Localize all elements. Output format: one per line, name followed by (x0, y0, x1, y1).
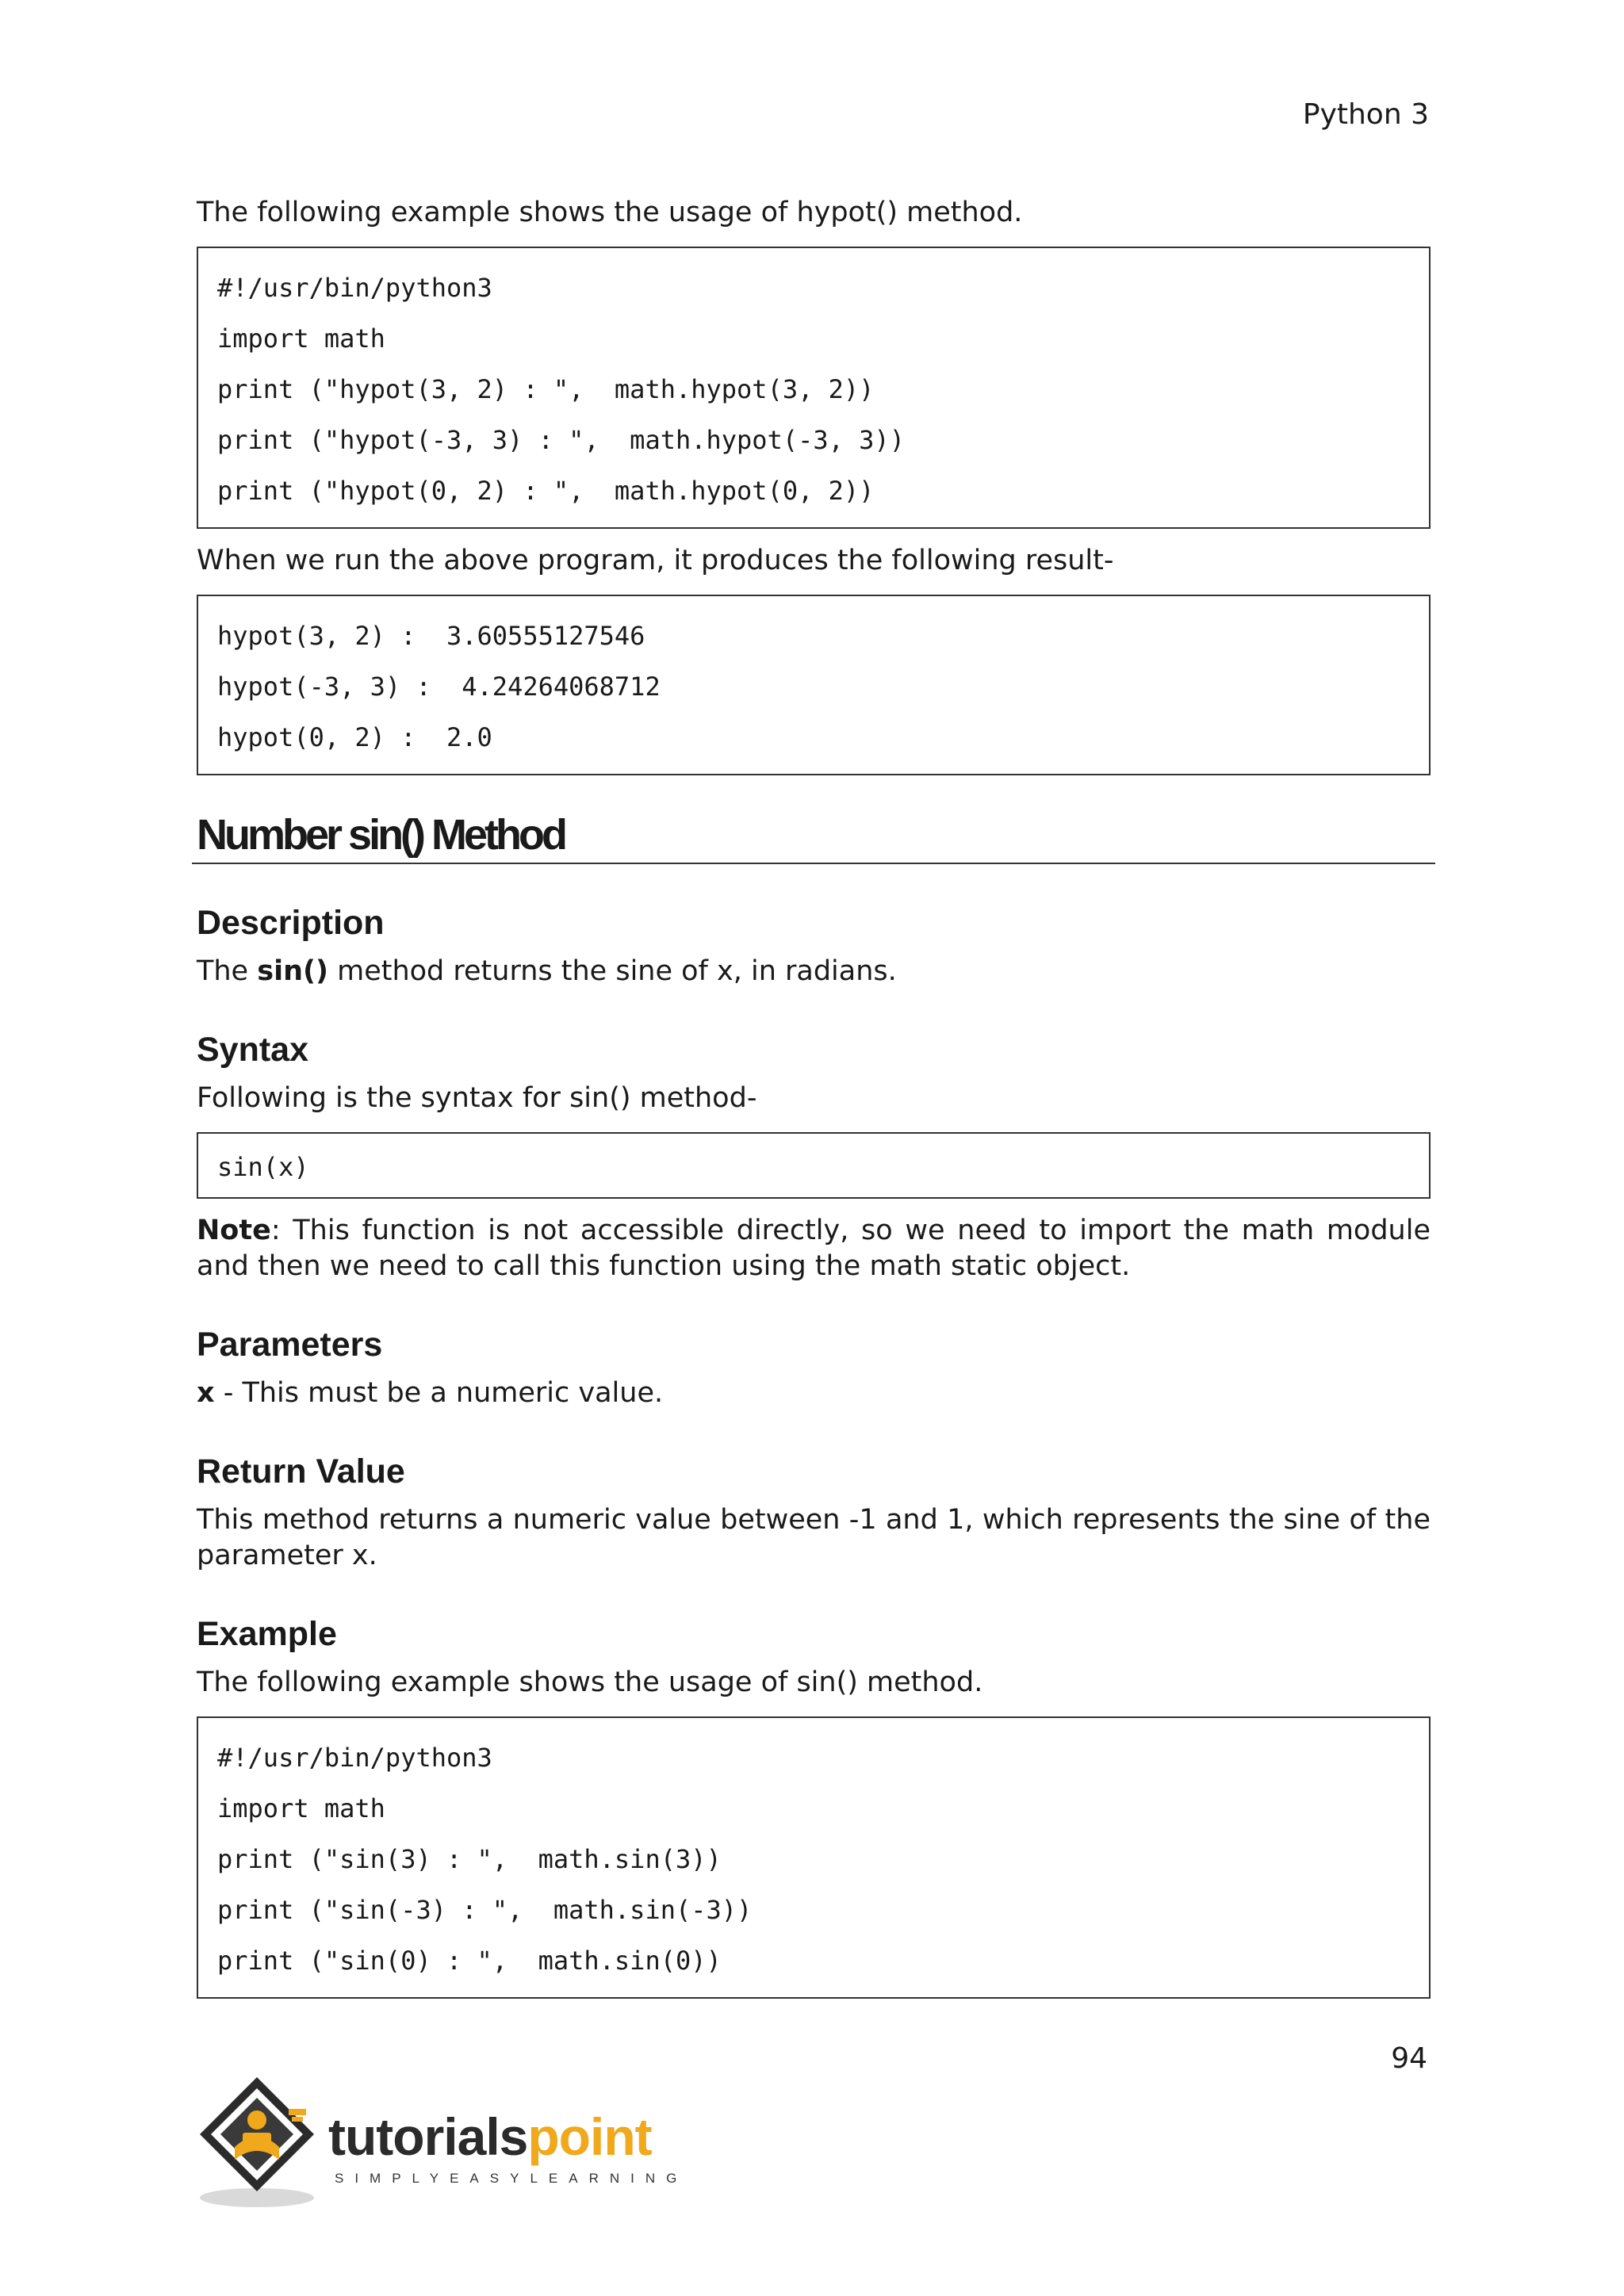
hypot-result-intro: When we run the above program, it produces the following result- (197, 545, 1114, 576)
code-line: print ("hypot(3, 2) : ", math.hypot(3, 2)) (217, 374, 875, 404)
hypot-example-intro: The following example shows the usage of hypot() method. (197, 197, 1023, 228)
parameters-text (197, 1376, 1431, 1411)
section-title-sin: Number sin() Method (192, 810, 1435, 864)
syntax-heading: Syntax (197, 1031, 309, 1069)
param-name: x (197, 1377, 215, 1409)
hypot-output-block (197, 595, 1431, 775)
code-line: sin(x) (217, 1152, 309, 1182)
page-number: 94 (1391, 2042, 1427, 2075)
code-line: print ("sin(-3) : ", math.sin(-3)) (217, 1895, 753, 1925)
code-line: print ("sin(3) : ", math.sin(3)) (217, 1844, 722, 1874)
logo-emblem-icon (193, 2071, 328, 2214)
syntax-intro: Following is the syntax for sin() method- (197, 1082, 757, 1114)
param-description: - This must be a numeric value. (214, 1377, 664, 1409)
hypot-code-block (197, 247, 1431, 529)
code-line: print ("sin(0) : ", math.sin(0)) (217, 1946, 722, 1976)
note-label: Note (197, 1215, 271, 1246)
logo-text-tutorials: tutorials (328, 2107, 528, 2166)
parameters-heading: Parameters (197, 1326, 383, 1364)
example-intro: The following example shows the usage of sin() method. (197, 1667, 983, 1698)
return-value-text: This method returns a numeric value between -1 and 1, which represents the sine of the parameter x. (197, 1504, 1431, 1571)
code-line: print ("hypot(-3, 3) : ", math.hypot(-3, 3)) (217, 425, 905, 455)
code-line: print ("hypot(0, 2) : ", math.hypot(0, 2)) (217, 476, 875, 506)
sin-code-block (197, 1716, 1431, 1999)
code-line: import math (217, 1793, 385, 1823)
return-value-heading: Return Value (197, 1452, 405, 1490)
description-text (197, 954, 1431, 989)
output-line: hypot(3, 2) : 3.60555127546 (217, 621, 645, 651)
code-line: import math (217, 323, 385, 354)
logo-tagline: SIMPLYEASYLEARNING (335, 2171, 688, 2186)
note-text (197, 1213, 1431, 1284)
description-text-after: method returns the sine of x, in radians. (327, 955, 897, 987)
syntax-code-block (197, 1132, 1431, 1199)
note-body: : This function is not accessible directly, so we need to import the math module and then we need to call this function using the math static object. (197, 1215, 1431, 1282)
code-line: #!/usr/bin/python3 (217, 1743, 492, 1773)
page-content (197, 195, 1431, 2013)
logo-text-point: point (527, 2107, 652, 2166)
description-text-bold: sin() (257, 955, 328, 987)
output-line: hypot(0, 2) : 2.0 (217, 722, 492, 752)
example-heading: Example (197, 1615, 337, 1653)
code-line: #!/usr/bin/python3 (217, 273, 492, 303)
page-header-title: Python 3 (1302, 98, 1429, 131)
logo-wordmark (328, 2107, 652, 2166)
tutorialspoint-logo (193, 2071, 688, 2214)
description-heading: Description (197, 904, 385, 942)
output-line: hypot(-3, 3) : 4.24264068712 (217, 672, 661, 702)
description-text-before: The (197, 955, 258, 987)
